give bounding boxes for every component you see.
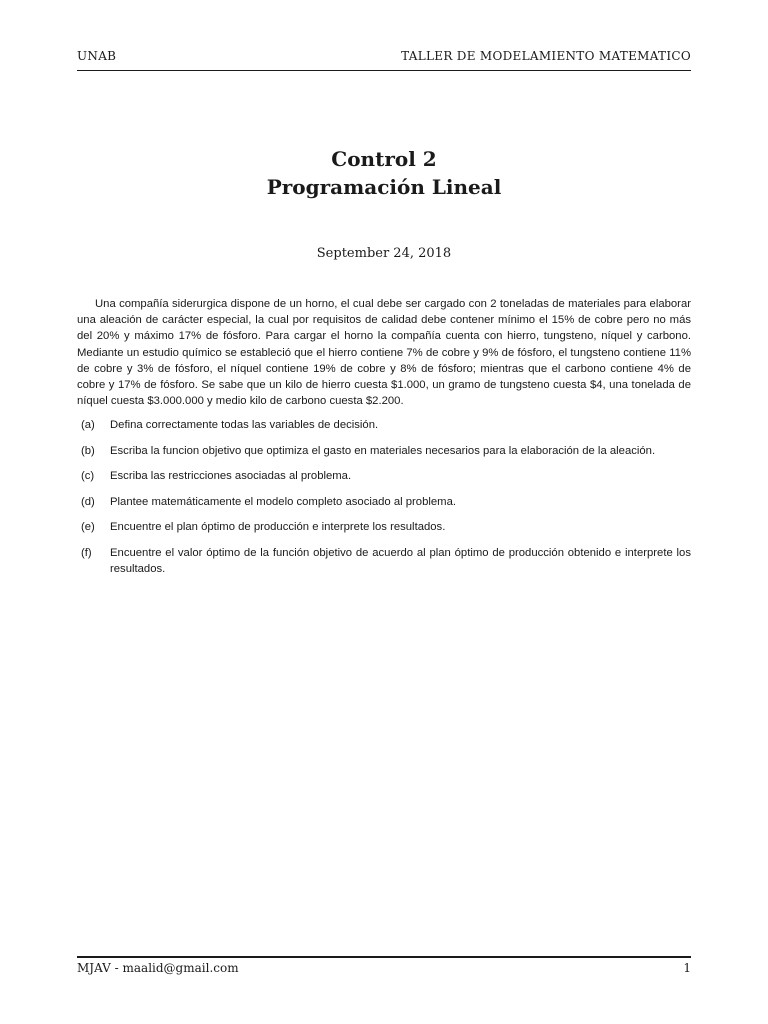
question-item [77,443,691,459]
question-label: (b) [81,444,95,457]
page-number: 1 [683,961,691,975]
question-label: (d) [81,495,95,508]
title-block [77,145,691,201]
page-footer [77,961,691,977]
footer-rule [77,956,691,958]
document-subtitle: Programación Lineal [266,175,502,199]
question-item [77,519,691,535]
question-item [77,417,691,433]
question-item [77,545,691,577]
question-label: (f) [81,546,92,559]
question-text: Encuentre el plan óptimo de producción e interprete los resultados. [110,521,446,533]
document-date: September 24, 2018 [316,246,452,261]
question-list [77,417,691,586]
question-item [77,468,691,484]
question-text: Escriba las restricciones asociadas al problema. [110,470,352,482]
header-course: TALLER DE MODELAMIENTO MATEMATICO [401,49,691,63]
question-text: Escriba la funcion objetivo que optimiza el gasto en materiales necesarios para la elaboración de la aleación. [110,444,656,457]
problem-statement [77,296,691,409]
question-label: (a) [81,419,95,431]
question-label: (c) [81,470,95,482]
question-label: (e) [81,521,95,533]
footer-author: MJAV - maalid@gmail.com [77,961,239,975]
question-text: Defina correctamente todas las variables de decisión. [110,419,379,431]
document-title: Control 2 [331,147,437,171]
question-text: Plantee matemáticamente el modelo completo asociado al problema. [110,495,457,508]
question-text: Encuentre el valor óptimo de la función objetivo de acuerdo al plan óptimo de producción obtenido e interprete los resultados. [110,546,691,575]
question-item [77,494,691,510]
problem-paragraph: Una compañía siderurgica dispone de un horno, el cual debe ser cargado con 2 toneladas de materiales para elaborar una aleación de carácter especial, la cual por requisitos de calidad debe contener mínimo el 15% de cobre pero no más del 20% y máximo 17% de fósforo. Para cargar el horno la compañía cuenta con hierro, tungsteno, níquel y carbono. Mediante un estudio químico se estableció que el hierro contiene 7% de cobre y 9% de fósforo, el tungsteno contiene 11% de cobre y 3% de fósforo, el níquel contiene 19% de cobre y 8% de fósforo; mientras que el carbono contiene 4% de cobre y 17% de fósforo. Se sabe que un kilo de hierro cuesta $1.000, un gramo de tungsteno cuesta $4, una tonelada de níquel cuesta $3.000.000 y medio kilo de carbono cuesta $2.200. [77,298,691,408]
header-institution: UNAB [77,49,117,63]
page-header [77,49,691,67]
header-rule [77,70,691,71]
